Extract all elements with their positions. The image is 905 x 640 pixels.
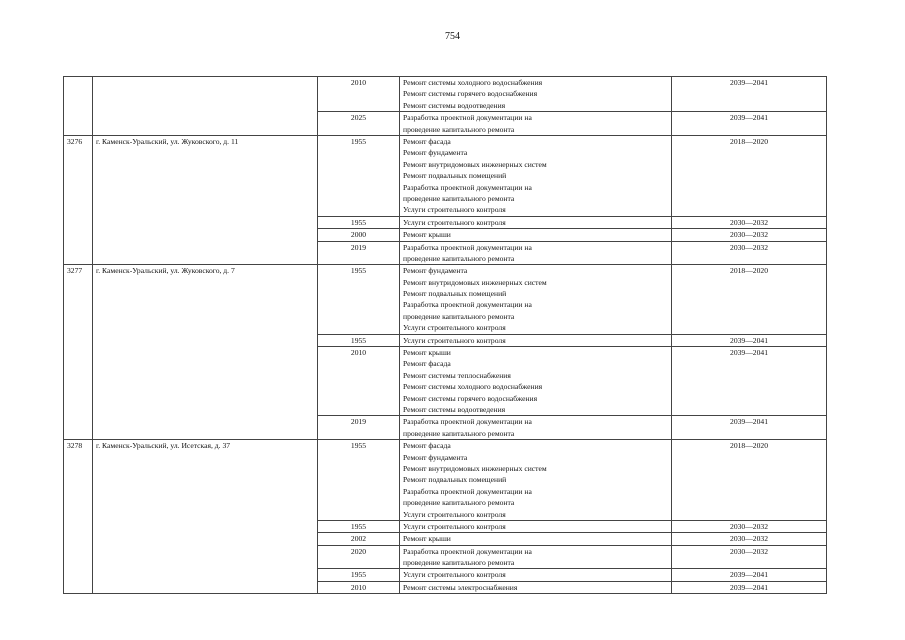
period-cell: 2039—2041 (672, 77, 827, 112)
year-cell: 2010 (318, 581, 400, 593)
object-number-cell: 3278 (64, 440, 93, 594)
table-body (64, 77, 827, 594)
works-cell (400, 229, 672, 241)
work-item: Ремонт подвальных помещений (403, 171, 507, 181)
object-number-cell: 3276 (64, 135, 93, 264)
work-item: Ремонт фундамента (403, 148, 468, 158)
work-item: Ремонт фундамента (403, 266, 468, 276)
period-cell: 2030—2032 (672, 216, 827, 228)
address-cell (93, 77, 318, 136)
work-item: Услуги строительного контроля (403, 509, 506, 519)
table-row (64, 77, 827, 112)
work-item: Ремонт подвальных помещений (403, 289, 507, 299)
period-cell: 2039—2041 (672, 112, 827, 136)
works-cell (400, 265, 672, 334)
works-cell (400, 334, 672, 346)
work-item: Услуги строительного контроля (403, 217, 506, 227)
work-item: Ремонт фасада (403, 441, 451, 451)
works-cell (400, 533, 672, 545)
work-item: проведение капитального ремонта (403, 498, 515, 508)
works-cell (400, 241, 672, 265)
work-item: Ремонт системы водоотведения (403, 100, 506, 110)
period-cell: 2030—2032 (672, 229, 827, 241)
works-cell (400, 347, 672, 416)
work-item: Услуги строительного контроля (403, 335, 506, 345)
period-cell: 2039—2041 (672, 416, 827, 440)
work-item: Ремонт крыши (403, 230, 451, 240)
period-cell: 2030—2032 (672, 545, 827, 569)
object-number-cell: 3277 (64, 265, 93, 440)
work-item: Ремонт системы горячего водоснабжения (403, 89, 538, 99)
address-cell: г. Каменск-Уральский, ул. Исетская, д. 37 (93, 440, 318, 594)
year-cell: 1955 (318, 520, 400, 532)
work-item: Разработка проектной документации на (403, 242, 532, 252)
year-cell: 2020 (318, 545, 400, 569)
work-item: Разработка проектной документации на (403, 113, 532, 123)
work-item: Ремонт крыши (403, 534, 451, 544)
period-cell: 2039—2041 (672, 569, 827, 581)
address-cell: г. Каменск-Уральский, ул. Жуковского, д. 11 (93, 135, 318, 264)
work-item: Ремонт системы холодного водоснабжения (403, 78, 543, 87)
year-cell: 2010 (318, 77, 400, 112)
work-item: Ремонт системы теплоснабжения (403, 370, 511, 380)
work-item: проведение капитального ремонта (403, 193, 515, 203)
work-item: Ремонт подвальных помещений (403, 475, 507, 485)
work-item: проведение капитального ремонта (403, 558, 515, 568)
work-item: Услуги строительного контроля (403, 570, 506, 580)
period-cell: 2039—2041 (672, 581, 827, 593)
work-item: Ремонт внутридомовых инженерных систем (403, 277, 547, 287)
work-item: Разработка проектной документации на (403, 182, 532, 192)
year-cell: 2025 (318, 112, 400, 136)
period-cell: 2039—2041 (672, 347, 827, 416)
year-cell: 1955 (318, 440, 400, 521)
page-number: 754 (445, 31, 460, 42)
works-cell (400, 135, 672, 216)
work-item: Разработка проектной документации на (403, 417, 532, 427)
works-cell (400, 112, 672, 136)
work-item: Ремонт фундамента (403, 452, 468, 462)
period-cell: 2018—2020 (672, 265, 827, 334)
address-cell: г. Каменск-Уральский, ул. Жуковского, д. 7 (93, 265, 318, 440)
work-item: Ремонт внутридомовых инженерных систем (403, 463, 547, 473)
table-row (64, 440, 827, 521)
year-cell: 1955 (318, 334, 400, 346)
period-cell: 2030—2032 (672, 241, 827, 265)
work-item: Услуги строительного контроля (403, 205, 506, 215)
works-cell (400, 520, 672, 532)
table-row (64, 265, 827, 334)
works-cell (400, 440, 672, 521)
year-cell: 2019 (318, 241, 400, 265)
year-cell: 2002 (318, 533, 400, 545)
year-cell: 1955 (318, 265, 400, 334)
period-cell: 2018—2020 (672, 440, 827, 521)
work-item: Услуги строительного контроля (403, 521, 506, 531)
year-cell: 1955 (318, 569, 400, 581)
work-item: Ремонт фасада (403, 136, 451, 146)
work-item: Ремонт внутридомовых инженерных систем (403, 159, 547, 169)
year-cell: 2010 (318, 347, 400, 416)
work-item: проведение капитального ремонта (403, 124, 515, 134)
capital-repair-table (63, 76, 827, 594)
period-cell: 2018—2020 (672, 135, 827, 216)
works-cell (400, 545, 672, 569)
period-cell: 2030—2032 (672, 520, 827, 532)
period-cell: 2030—2032 (672, 533, 827, 545)
works-cell (400, 581, 672, 593)
period-cell: 2039—2041 (672, 334, 827, 346)
year-cell: 2000 (318, 229, 400, 241)
work-item: Ремонт системы электроснабжения (403, 582, 518, 592)
works-cell (400, 569, 672, 581)
work-item: проведение капитального ремонта (403, 253, 515, 263)
year-cell: 1955 (318, 135, 400, 216)
table-row (64, 135, 827, 216)
work-item: Разработка проектной документации на (403, 486, 532, 496)
work-item: Разработка проектной документации на (403, 546, 532, 556)
works-cell (400, 416, 672, 440)
work-item: проведение капитального ремонта (403, 311, 515, 321)
works-cell (400, 77, 672, 112)
year-cell: 1955 (318, 216, 400, 228)
work-item: Разработка проектной документации на (403, 300, 532, 310)
work-item: Услуги строительного контроля (403, 323, 506, 333)
year-cell: 2019 (318, 416, 400, 440)
work-item: Ремонт системы холодного водоснабжения (403, 382, 543, 392)
work-item: Ремонт фасада (403, 359, 451, 369)
object-number-cell (64, 77, 93, 136)
work-item: Ремонт системы водоотведения (403, 404, 506, 414)
work-item: проведение капитального ремонта (403, 428, 515, 438)
work-item: Ремонт системы горячего водоснабжения (403, 393, 538, 403)
work-item: Ремонт крыши (403, 348, 451, 358)
works-cell (400, 216, 672, 228)
